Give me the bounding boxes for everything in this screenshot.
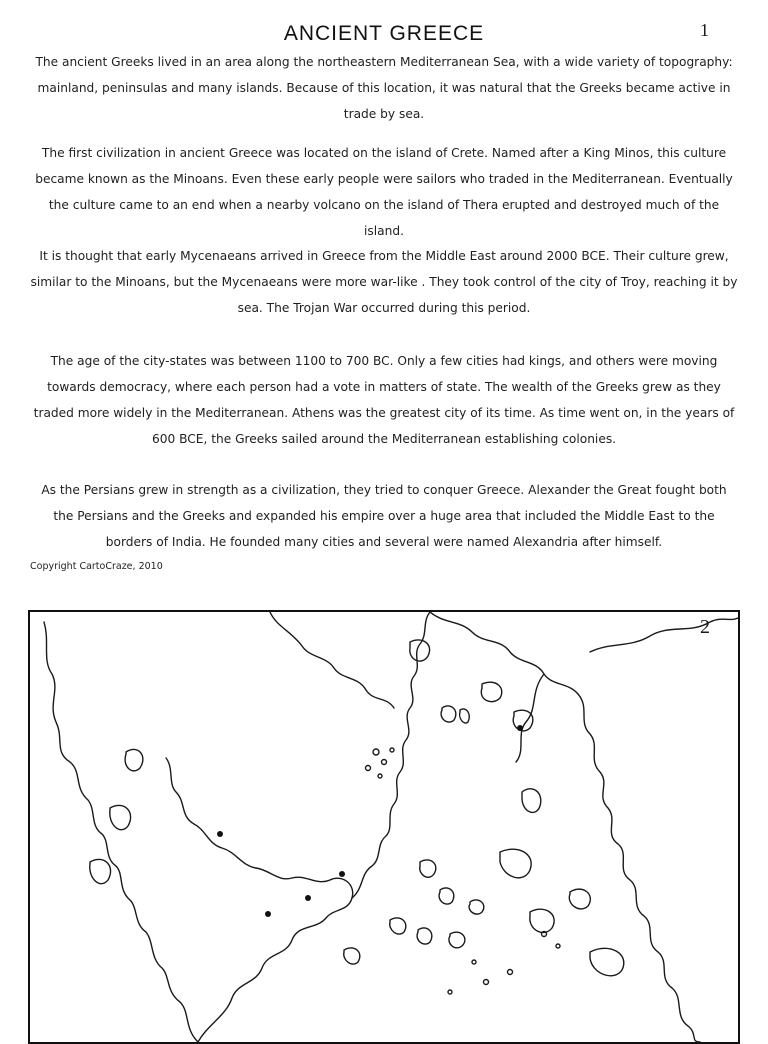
island [481,682,501,701]
peloponnese-coastline [166,758,353,1042]
island [469,900,484,914]
island [125,749,143,770]
island [390,918,406,934]
island [344,948,360,964]
island [417,928,432,944]
city-marker [305,895,311,901]
island [530,909,554,932]
paragraph-persians: As the Persians grew in strength as a civilization, they tried to conquer Greece. Alexander the Great fought both the Persians and the Greeks and expanded his empire over a huge area that included the Middle East to the borders of India. He founded many cities and several were named Alexandria after himself. [41,483,727,549]
island [460,709,470,723]
outline-map-greece [28,610,740,1044]
map-page-number: 2 [700,616,710,638]
city-marker [217,831,223,837]
island [569,889,590,909]
island [420,860,436,877]
eastern-coastline [352,612,430,898]
paragraph-mycenaeans: It is thought that early Mycenaeans arrived in Greece from the Middle East around 2000 BCE. Their culture grew, similar to the Minoans, but the Mycenaeans were more war-like . They took control of the city of Troy, reaching it by sea. The Trojan War occurred during this period. [30,249,738,315]
island [449,932,465,948]
island [90,859,111,883]
island [110,805,131,829]
page-title: ANCIENT GREECE [283,22,485,45]
island [522,789,541,813]
anatolia-coastline [578,694,700,1042]
island [410,640,430,661]
paragraph-intro: The ancient Greeks lived in an area along the northeastern Mediterranean Sea, with a wide variety of topography: mainland, peninsulas and many islands. Because of this location, it was natural that the Greeks became active in trade by sea. [35,55,733,121]
paragraph-city-states: The age of the city-states was between 1100 to 700 BC. Only a few cities had kings, and others were moving towards democracy, where each person had a vote in matters of state. The wealth of the Greeks grew as they traded more widely in the Mediterranean. Athens was the greatest city of its time. As time went on, in the years of 600 BCE, the Greeks sailed around the Mediterranean establishing colonies. [33,354,735,446]
island [590,948,624,975]
mainland-coastline [44,622,198,1042]
paragraph-minoans: The first civilization in ancient Greece was located on the island of Crete. Named after a King Minos, this culture became known as the Minoans. Even these early people were sailors who traded in the Mediterranean. Eventually the culture came to an end when a nearby volcano on the island of Thera erupted and destroyed much of the island. [35,146,733,238]
city-marker [265,911,271,917]
island [439,888,454,904]
island [441,706,456,722]
city-marker [339,871,345,877]
anatolia-north-coast [590,618,738,652]
copyright-notice: Copyright CartoCraze, 2010 [30,561,163,572]
page-number: 1 [700,20,709,40]
city-marker [517,725,523,731]
map-drawing [30,612,738,1042]
island [500,849,531,878]
